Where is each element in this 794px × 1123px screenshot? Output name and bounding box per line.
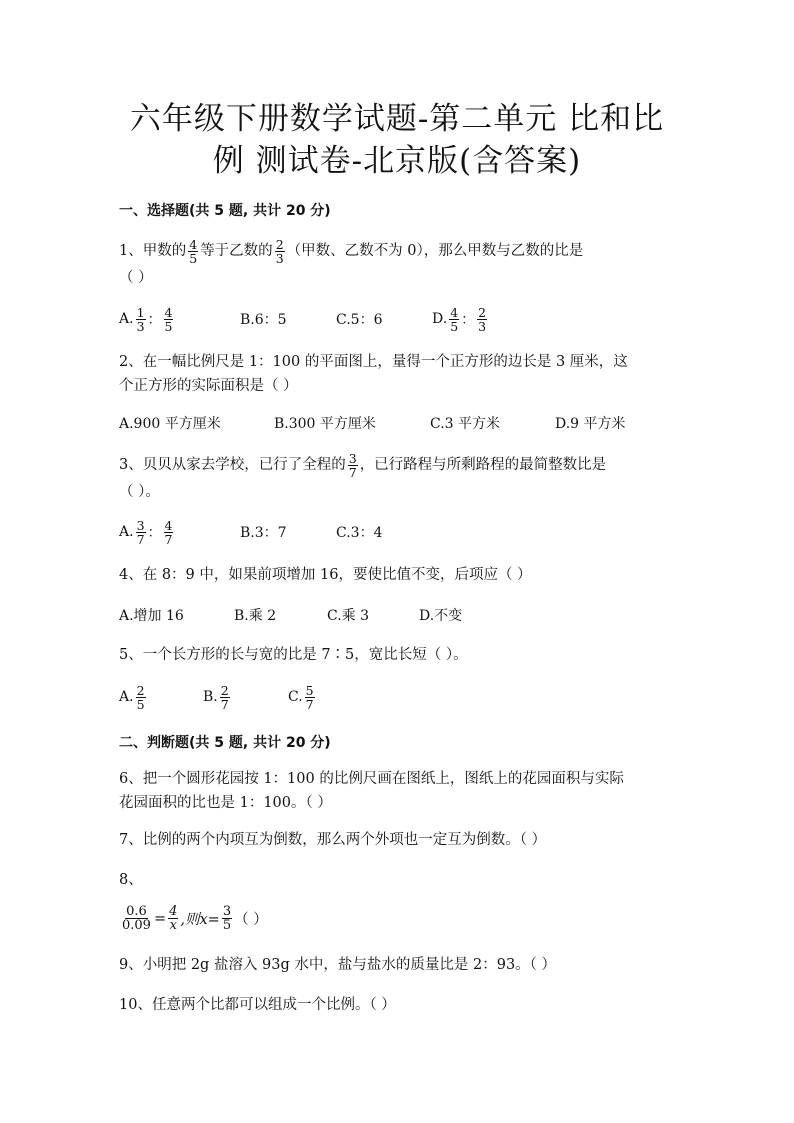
question-10 <box>119 993 679 1017</box>
q8-answer-paren: （ ） <box>234 912 268 928</box>
question-1 <box>119 236 679 290</box>
question-4 <box>119 563 679 587</box>
q8-label: 8、 <box>119 872 143 888</box>
q1-fraction-1: $\frac{4}{5}$ <box>189 236 198 266</box>
question-2 <box>119 350 679 398</box>
title-line-1: 六年级下册数学试题-第二单元 比和比 <box>129 101 665 137</box>
q4-option-c[interactable]: C.乘 3 <box>327 608 370 624</box>
q1-option-c[interactable]: C.5：6 <box>336 312 383 328</box>
q4-option-a[interactable]: A.增加 16 <box>119 608 184 624</box>
q4-option-d[interactable]: D.不变 <box>419 608 463 624</box>
q8-fraction-2: $\frac{4}{x}$ <box>169 904 178 933</box>
q5-option-a[interactable]: A. $\frac{2}{5}$ <box>119 682 145 712</box>
q5-line-1: 5、一个长方形的长与宽的比是 7∶5，宽比长短（ ）。 <box>119 647 468 663</box>
q1-option-b[interactable]: B.6：5 <box>240 312 287 328</box>
q1-option-d[interactable]: D. $\frac{4}{5}$ ： $\frac{2}{3}$ <box>432 304 487 334</box>
q2-option-b[interactable]: B.300 平方厘米 <box>274 416 376 432</box>
q6-line-2: 花园面积的比也是 1：100。（ ） <box>119 795 332 811</box>
question-7 <box>119 828 679 852</box>
q2-option-d[interactable]: D.9 平方米 <box>555 416 626 432</box>
q8-equation <box>119 905 268 932</box>
q5-option-c[interactable]: C. $\frac{5}{7}$ <box>288 682 314 712</box>
q1-text-post: （甲数、乙数不为 0），那么甲数与乙数的比是 <box>286 243 584 259</box>
q3-option-a[interactable]: A. $\frac{3}{7}$ ： $\frac{4}{7}$ <box>119 517 173 547</box>
q1-text-mid: 等于乙数的 <box>200 243 273 259</box>
q8-text-mid: ,则x= <box>180 912 220 928</box>
q8-fraction-3: $\frac{3}{5}$ <box>222 904 232 933</box>
q1-option-a[interactable]: A. $\frac{1}{3}$ ： $\frac{4}{5}$ <box>119 304 173 334</box>
q9-line-1: 9、小明把 2g 盐溶入 93g 水中，盐与盐水的质量比是 2：93。（ ） <box>119 957 557 973</box>
section-heading-choice: 一、选择题(共 5 题, 共计 20 分) <box>119 203 331 219</box>
q2-option-a[interactable]: A.900 平方厘米 <box>119 416 221 432</box>
q8-fraction-1: $\frac{0.6}{0.09}$ <box>122 904 151 933</box>
q3-answer-paren: （ ）。 <box>119 484 160 500</box>
q3-text-pre: 3、贝贝从家去学校，已行了全程的 <box>119 457 346 473</box>
question-8 <box>119 868 679 892</box>
q2-line-2: 个正方形的实际面积是（ ） <box>119 378 298 394</box>
question-3 <box>119 450 679 504</box>
page-title <box>100 98 694 182</box>
q10-line-1: 10、任意两个比都可以组成一个比例。（ ） <box>119 997 396 1013</box>
q8-equals: = <box>153 910 167 927</box>
q3-text-post: ，已行路程与所剩路程的最简整数比是 <box>359 457 607 473</box>
q2-option-c[interactable]: C.3 平方米 <box>430 416 501 432</box>
q4-option-b[interactable]: B.乘 2 <box>234 608 277 624</box>
q7-line-1: 7、比例的两个内项互为倒数，那么两个外项也一定互为倒数。（ ） <box>119 832 547 848</box>
q1-fraction-2: $\frac{2}{3}$ <box>275 236 284 266</box>
q6-line-1: 6、把一个圆形花园按 1：100 的比例尺画在图纸上，图纸上的花园面积与实际 <box>119 771 624 787</box>
q2-line-1: 2、在一幅比例尺是 1：100 的平面图上，量得一个正方形的边长是 3 厘米，这 <box>119 354 628 370</box>
title-line-2: 例 测试卷-北京版(含答案) <box>212 143 582 179</box>
q3-option-c[interactable]: C.3：4 <box>336 525 383 541</box>
section-heading-judgement: 二、判断题(共 5 题, 共计 20 分) <box>119 735 331 751</box>
q5-option-b[interactable]: B. $\frac{2}{7}$ <box>203 682 229 712</box>
q1-answer-paren: （ ） <box>119 270 153 286</box>
question-9 <box>119 953 679 977</box>
q1-text-pre: 1、甲数的 <box>119 243 187 259</box>
q4-line-1: 4、在 8：9 中，如果前项增加 16，要使比值不变，后项应（ ） <box>119 567 532 583</box>
q3-fraction: $\frac{3}{7}$ <box>348 450 357 480</box>
q3-option-b[interactable]: B.3：7 <box>240 525 287 541</box>
question-6 <box>119 767 679 815</box>
question-5 <box>119 643 679 667</box>
